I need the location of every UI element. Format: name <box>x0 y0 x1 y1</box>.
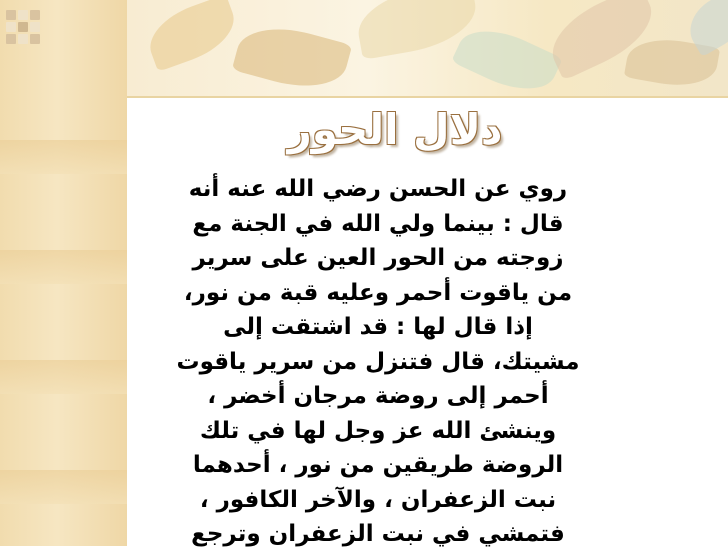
body-line: وينشئ الله عز وجل لها في تلك <box>199 417 557 444</box>
leaf-shape <box>232 17 352 96</box>
band-stripe <box>0 470 127 504</box>
body-line: أحمر إلى روضة مرجان أخضر ، <box>207 383 549 409</box>
left-decorative-band <box>0 0 127 546</box>
chequer-ornament <box>6 10 66 70</box>
body-line: من ياقوت أحمر وعليه قبة من نور، <box>183 279 573 306</box>
band-stripe <box>0 360 127 394</box>
body-line: مشيتك، قال فتنزل من سرير ياقوت <box>176 348 580 375</box>
body-line: إذا قال لها : قد اشتقت إلى <box>223 314 533 340</box>
leaf-shape <box>451 16 563 96</box>
body-line: روي عن الحسن رضي الله عنه أنه <box>188 176 568 202</box>
band-stripe <box>0 250 127 284</box>
body-line: فتمشي في نبت الزعفران وترجع <box>191 521 565 547</box>
body-line: نبت الزعفران ، والآخر الكافور ، <box>199 486 557 513</box>
body-line: الروضة طريقين من نور ، أحدهما <box>192 452 564 478</box>
slide-body <box>150 172 606 552</box>
band-stripe <box>0 140 127 174</box>
body-line: قال : بينما ولي الله في الجنة مع <box>192 210 564 237</box>
top-decorative-banner <box>127 0 728 96</box>
slide-title: دلال الحور <box>287 105 503 154</box>
leaf-shape <box>141 0 243 72</box>
body-line: زوجته من الحور العين على سرير <box>192 245 564 271</box>
banner-divider <box>127 96 728 98</box>
